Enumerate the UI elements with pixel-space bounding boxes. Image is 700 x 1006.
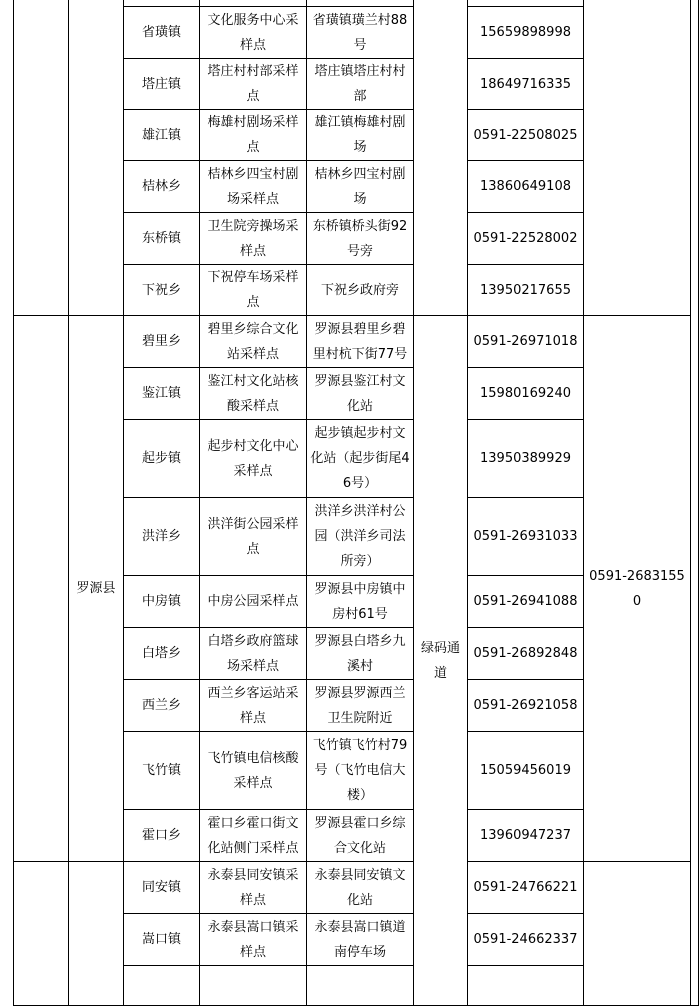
county-phone-cell-bottom [584,862,691,1006]
channel-cell-top [414,0,468,316]
address-cell: 塔庄镇塔庄村村部 [307,59,414,110]
address-cell: 罗源县罗源西兰卫生院附近 [307,680,414,732]
address-cell: 永泰县同安镇文化站 [307,862,414,914]
county-cell-luoyuan: 罗源县 [69,316,124,862]
town-cell: 同安镇 [124,862,200,914]
phone-cell: 18649716335 [468,59,584,110]
phone-cell: 0591-26931033 [468,498,584,576]
town-cell: 塔庄镇 [124,59,200,110]
town-cell: 桔林乡 [124,161,200,213]
town-cell: 碧里乡 [124,316,200,368]
address-cell [307,966,414,1006]
edge-column [691,0,699,1006]
town-cell: 鉴江镇 [124,368,200,420]
town-cell: 中房镇 [124,576,200,628]
phone-cell: 0591-26971018 [468,316,584,368]
address-cell: 下祝乡政府旁 [307,265,414,316]
phone-cell: 0591-22508025 [468,110,584,161]
phone-cell: 13960947237 [468,810,584,862]
phone-cell: 15059456019 [468,732,584,810]
address-cell: 罗源县霍口乡综合文化站 [307,810,414,862]
town-cell: 下祝乡 [124,265,200,316]
phone-cell: 0591-26921058 [468,680,584,732]
address-cell: 罗源县中房镇中房村61号 [307,576,414,628]
phone-cell: 13950217655 [468,265,584,316]
phone-cell: 15659898998 [468,7,584,59]
site-cell [200,966,307,1006]
site-cell: 起步村文化中心采样点 [200,420,307,498]
region-cell-bottom [14,862,69,1006]
site-cell: 桔林乡四宝村剧场采样点 [200,161,307,213]
town-cell: 嵩口镇 [124,914,200,966]
site-cell: 碧里乡综合文化站采样点 [200,316,307,368]
site-cell: 鉴江村文化站核酸采样点 [200,368,307,420]
county-cell-bottom [69,862,124,1006]
county-phone-cell-top [584,0,691,316]
address-cell: 桔林乡四宝村剧场 [307,161,414,213]
site-cell: 永泰县同安镇采样点 [200,862,307,914]
site-cell: 文化服务中心采样点 [200,7,307,59]
town-cell: 起步镇 [124,420,200,498]
phone-cell: 13950389929 [468,420,584,498]
town-cell [124,966,200,1006]
town-cell: 白塔乡 [124,628,200,680]
county-cell-top [69,0,124,316]
phone-cell: 0591-24766221 [468,862,584,914]
address-cell: 东桥镇桥头街92号旁 [307,213,414,265]
town-cell: 霍口乡 [124,810,200,862]
address-cell: 永泰县嵩口镇道南停车场 [307,914,414,966]
town-cell: 东桥镇 [124,213,200,265]
phone-cell: 0591-22528002 [468,213,584,265]
site-cell: 梅雄村剧场采样点 [200,110,307,161]
site-cell: 塔庄村村部采样点 [200,59,307,110]
town-cell: 省璜镇 [124,7,200,59]
green-channel-cell: 绿码通道 [414,316,468,1006]
town-cell: 飞竹镇 [124,732,200,810]
address-cell: 飞竹镇飞竹村79号（飞竹电信大楼） [307,732,414,810]
town-cell: 西兰乡 [124,680,200,732]
site-cell: 中房公园采样点 [200,576,307,628]
county-phone-cell: 0591-26831550 [584,316,691,862]
site-cell: 西兰乡客运站采样点 [200,680,307,732]
site-cell: 卫生院旁操场采样点 [200,213,307,265]
town-cell: 雄江镇 [124,110,200,161]
phone-cell: 13860649108 [468,161,584,213]
address-cell: 洪洋乡洪洋村公园（洪洋乡司法所旁） [307,498,414,576]
phone-cell [468,966,584,1006]
address-cell: 起步镇起步村文化站（起步街尾46号） [307,420,414,498]
region-cell-top [14,0,69,316]
region-cell-middle [14,316,69,862]
site-cell: 洪洋街公园采样点 [200,498,307,576]
phone-cell: 0591-26941088 [468,576,584,628]
table-row [14,862,699,914]
site-cell: 永泰县嵩口镇采样点 [200,914,307,966]
phone-cell: 15980169240 [468,368,584,420]
site-cell: 霍口乡霍口街文化站侧门采样点 [200,810,307,862]
phone-cell: 0591-24662337 [468,914,584,966]
address-cell: 罗源县碧里乡碧里村杭下街77号 [307,316,414,368]
site-cell: 飞竹镇电信核酸采样点 [200,732,307,810]
sampling-site-table [13,0,699,1006]
address-cell: 罗源县鉴江村文化站 [307,368,414,420]
site-cell: 下祝停车场采样点 [200,265,307,316]
address-cell: 雄江镇梅雄村剧场 [307,110,414,161]
address-cell: 省璜镇璜兰村88号 [307,7,414,59]
phone-cell: 0591-26892848 [468,628,584,680]
address-cell: 罗源县白塔乡九溪村 [307,628,414,680]
town-cell: 洪洋乡 [124,498,200,576]
table-row [14,316,699,368]
site-cell: 白塔乡政府篮球场采样点 [200,628,307,680]
